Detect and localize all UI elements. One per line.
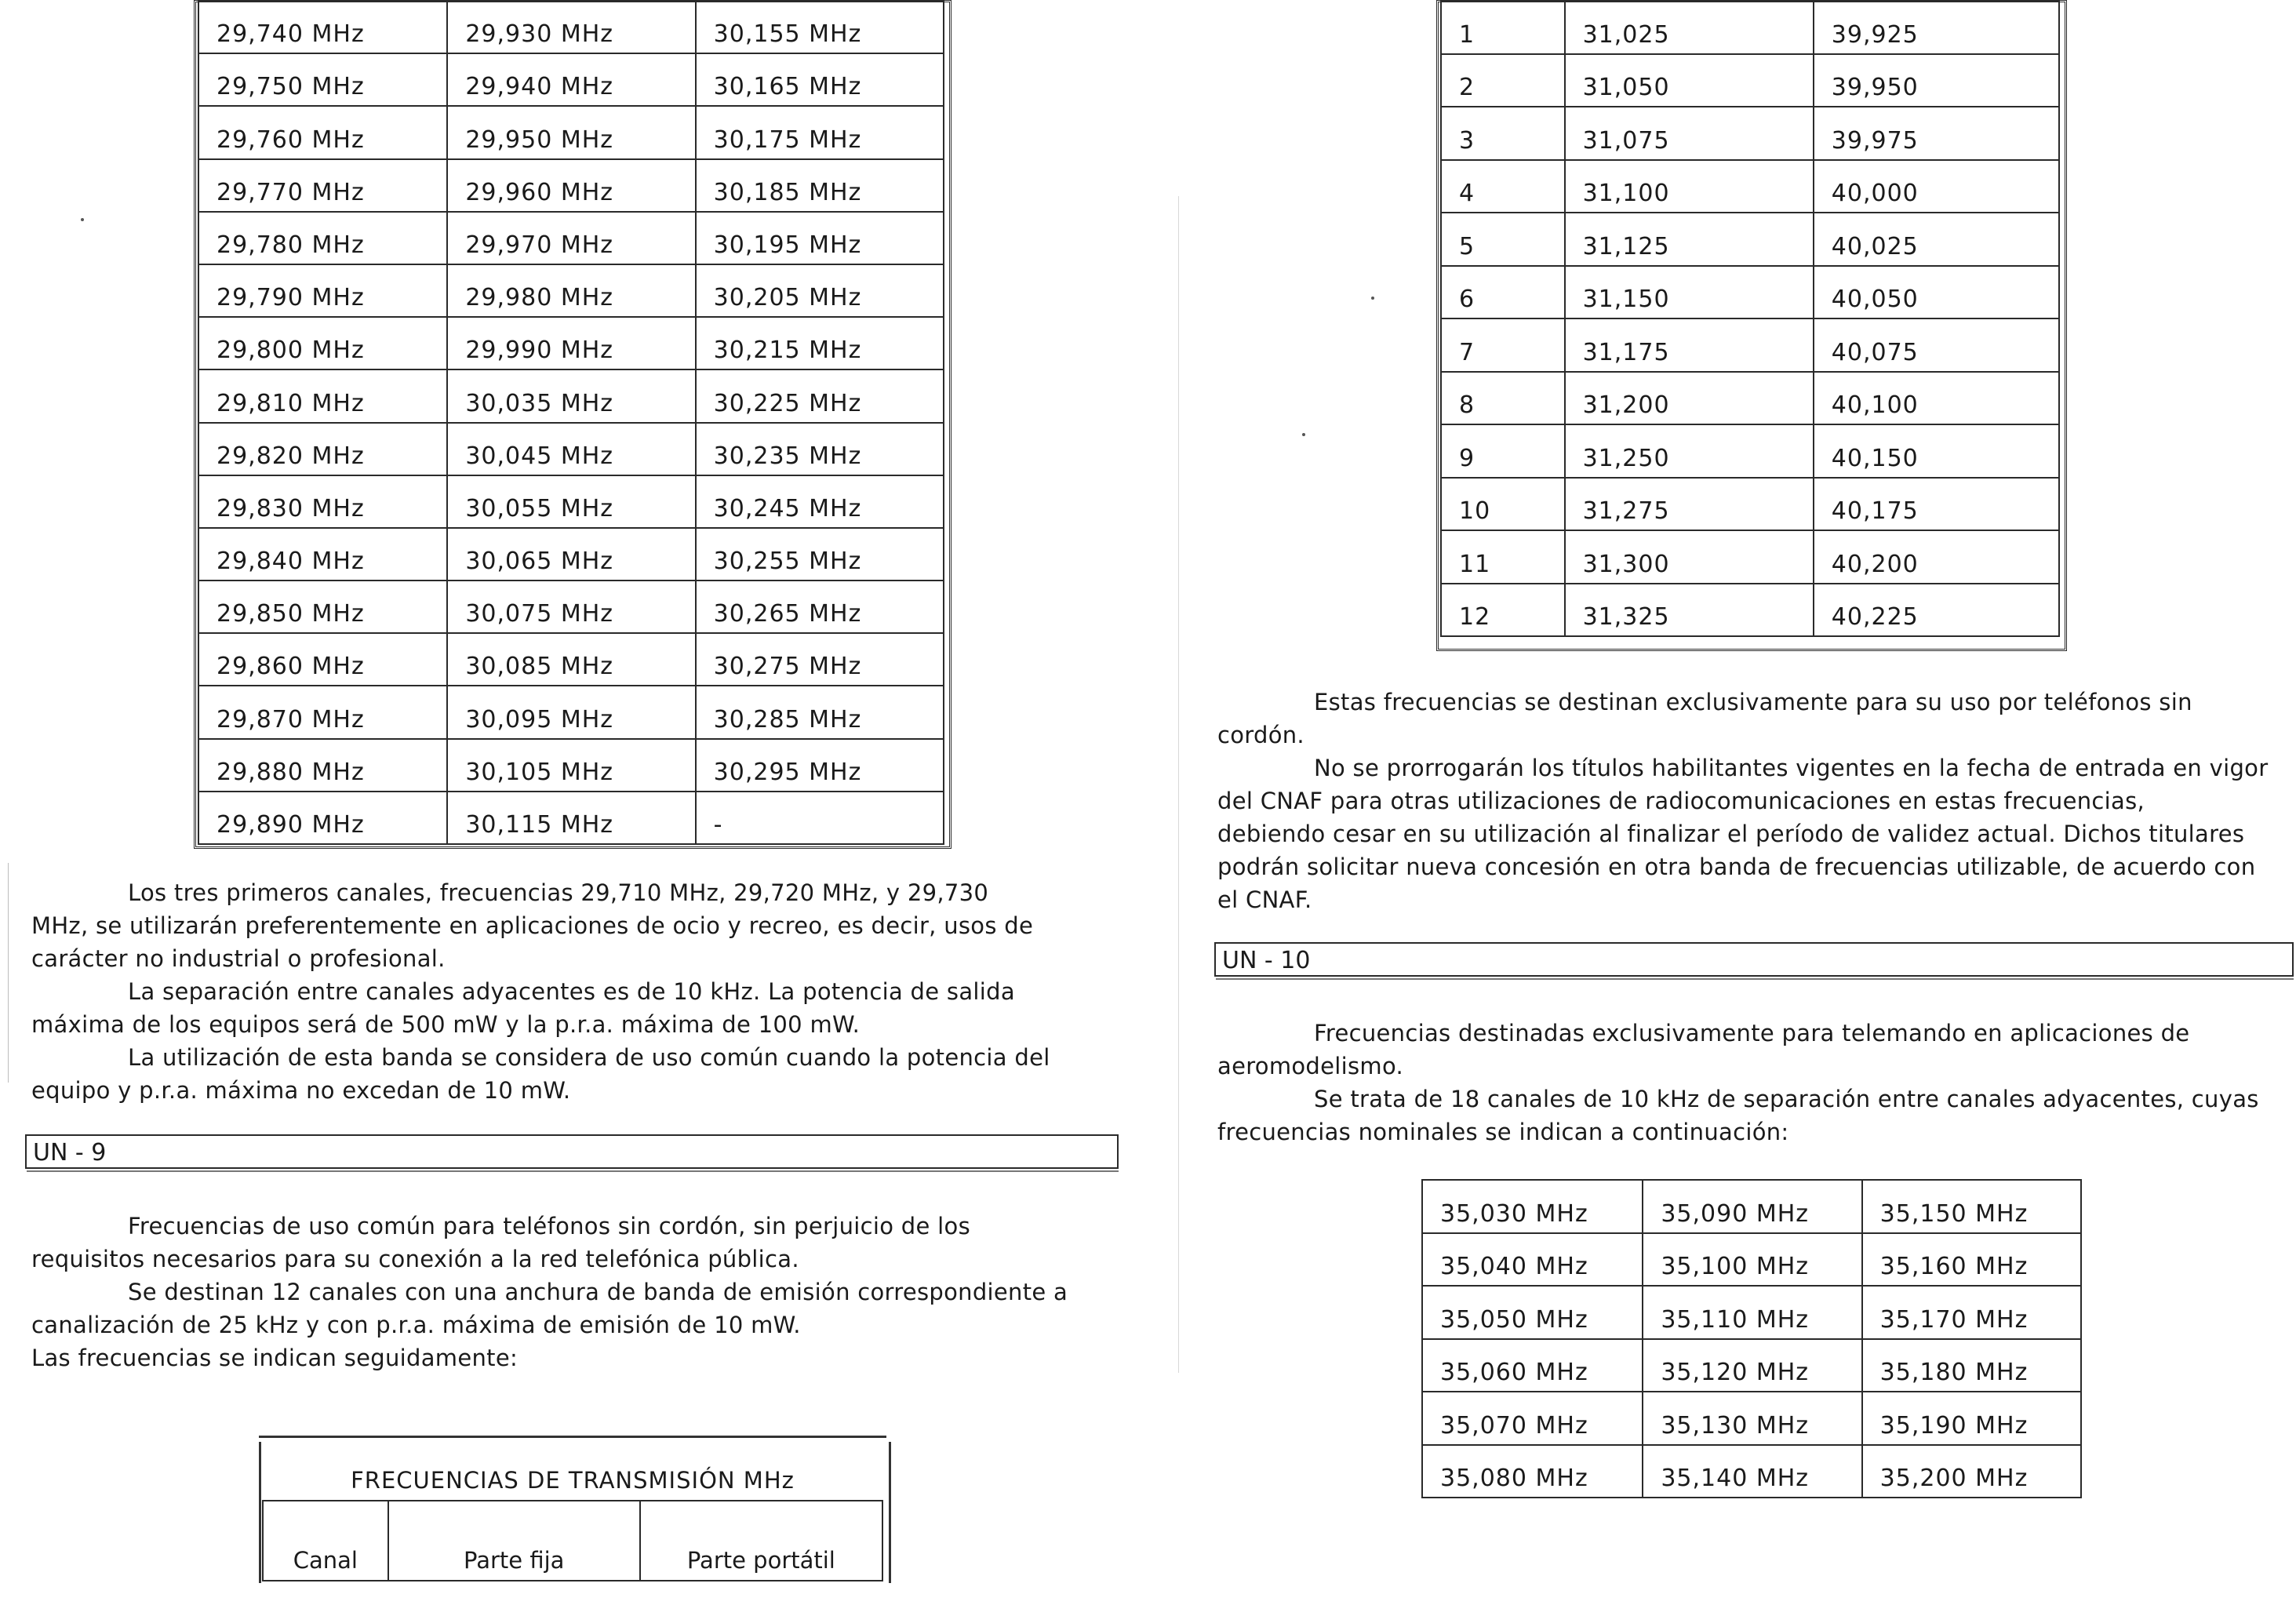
table-cell: 30,285 MHz	[696, 686, 944, 738]
frequency-row	[198, 739, 944, 792]
paragraph-18-channels	[1217, 1083, 2284, 1148]
channel-row	[1441, 478, 2059, 531]
channel-row	[1441, 266, 2059, 319]
section-heading-un-10	[1214, 942, 2294, 977]
table-cell: 11	[1441, 530, 1565, 584]
table-cell: 40,000	[1814, 160, 2059, 213]
table-cell: 29,950 MHz	[447, 106, 695, 158]
table-cell: 2	[1441, 54, 1565, 107]
table-cell: 4	[1441, 160, 1565, 213]
text-line: frecuencias nominales se indican a continuación:	[1217, 1119, 1789, 1145]
table-cell: 30,235 MHz	[696, 423, 944, 475]
table-cell: 29,960 MHz	[447, 159, 695, 212]
paragraph-aeromodelling	[1217, 1017, 2284, 1083]
table-cell: 40,100	[1814, 372, 2059, 425]
text-line: Se trata de 18 canales de 10 kHz de separación entre canales adyacentes, cuyas	[1314, 1086, 2259, 1112]
text-line: máxima de los equipos será de 500 mW y la p.r.a. máxima de 100 mW.	[31, 1011, 861, 1038]
table-cell: 35,070 MHz	[1422, 1392, 1643, 1445]
table-cell: 30,175 MHz	[696, 106, 944, 158]
table-cell: 40,025	[1814, 213, 2059, 266]
channel-row	[1441, 213, 2059, 266]
table-cell: 31,100	[1565, 160, 1814, 213]
frequency-table-29mhz	[198, 0, 944, 845]
table-cell: 6	[1441, 266, 1565, 319]
scan-margin-rule	[1178, 196, 1179, 1373]
paragraph-frequencies-follow	[31, 1341, 1093, 1374]
table-cell: 29,860 MHz	[198, 633, 447, 686]
table-cell: 31,150	[1565, 266, 1814, 319]
section-underline	[27, 1170, 1119, 1172]
table-cell: 29,970 MHz	[447, 212, 695, 264]
table-cell: 9	[1441, 424, 1565, 478]
table-cell: 35,170 MHz	[1862, 1286, 2081, 1339]
column-header-parte-fija: Parte fija	[388, 1501, 640, 1581]
table-cell: 29,980 MHz	[447, 264, 695, 317]
table-cell: 30,195 MHz	[696, 212, 944, 264]
table-cell: 40,150	[1814, 424, 2059, 478]
table-cell: 5	[1441, 213, 1565, 266]
table-cell: 29,760 MHz	[198, 106, 447, 158]
frequency-row	[198, 686, 944, 738]
table-cell: 30,065 MHz	[447, 528, 695, 581]
channel-row	[1441, 372, 2059, 425]
table-cell: 30,035 MHz	[447, 369, 695, 422]
table-cell: 35,130 MHz	[1643, 1392, 1861, 1445]
frequency-row	[198, 528, 944, 581]
text-line: debiendo cesar en su utilización al finalizar el período de validez actual. Dichos titulares	[1217, 821, 2245, 847]
frequency-row	[198, 792, 944, 844]
table-cell: 30,105 MHz	[447, 739, 695, 792]
table-cell: 31,200	[1565, 372, 1814, 425]
table-header-row	[262, 1500, 883, 1581]
table-cell: 29,990 MHz	[447, 317, 695, 369]
table-cell: 30,295 MHz	[696, 739, 944, 792]
table-cell: 31,125	[1565, 213, 1814, 266]
text-line: Las frecuencias se indican seguidamente:	[31, 1345, 519, 1371]
frequency-row	[1422, 1233, 2081, 1287]
text-line: Frecuencias destinadas exclusivamente para telemando en aplicaciones de	[1314, 1020, 2190, 1046]
text-line: equipo y p.r.a. máxima no excedan de 10 mW.	[31, 1077, 571, 1104]
channel-row	[1441, 160, 2059, 213]
table-cell: 30,155 MHz	[696, 1, 944, 53]
table-cell: 30,215 MHz	[696, 317, 944, 369]
table-cell: 30,115 MHz	[447, 792, 695, 844]
table-cell: 29,770 MHz	[198, 159, 447, 212]
channel-row	[1441, 318, 2059, 372]
text-line: requisitos necesarios para su conexión a la red telefónica pública.	[31, 1246, 799, 1272]
table-cell: 31,325	[1565, 584, 1814, 637]
frequency-row	[198, 106, 944, 158]
table-cell: 35,080 MHz	[1422, 1445, 1643, 1498]
table-cell: 29,870 MHz	[198, 686, 447, 738]
table-cell: 31,025	[1565, 1, 1814, 54]
frequency-row	[198, 581, 944, 633]
channel-row	[1441, 1, 2059, 54]
table-cell: 29,780 MHz	[198, 212, 447, 264]
table-cell: 30,075 MHz	[447, 581, 695, 633]
text-line: del CNAF para otras utilizaciones de radiocomunicaciones en estas frecuencias,	[1217, 788, 2145, 814]
table-cell: 29,820 MHz	[198, 423, 447, 475]
text-line: el CNAF.	[1217, 886, 1312, 913]
table-cell: 40,200	[1814, 530, 2059, 584]
table-cell: 30,255 MHz	[696, 528, 944, 581]
table-cell: -	[696, 792, 944, 844]
table-cell: 39,975	[1814, 107, 2059, 160]
right-page	[1145, 0, 2296, 1616]
text-line: No se prorrogarán los títulos habilitantes vigentes en la fecha de entrada en vigor	[1314, 755, 2269, 781]
table-cell: 39,950	[1814, 54, 2059, 107]
text-line: Se destinan 12 canales con una anchura de banda de emisión correspondiente a	[128, 1279, 1068, 1305]
table-cell: 29,850 MHz	[198, 581, 447, 633]
table-cell: 3	[1441, 107, 1565, 160]
frequency-row	[1422, 1286, 2081, 1339]
frequency-row	[1422, 1180, 2081, 1233]
section-underline	[1216, 978, 2294, 980]
table-cell: 31,175	[1565, 318, 1814, 372]
table-cell: 30,185 MHz	[696, 159, 944, 212]
text-line: La separación entre canales adyacentes es de 10 kHz. La potencia de salida	[128, 978, 1015, 1005]
table-title: FRECUENCIAS DE TRANSMISIÓN MHz	[351, 1467, 795, 1494]
table-cell: 30,085 MHz	[447, 633, 695, 686]
channel-row	[1441, 54, 2059, 107]
table-cell: 35,150 MHz	[1862, 1180, 2081, 1233]
table-cell: 8	[1441, 372, 1565, 425]
paragraph-cordless-phones	[31, 1210, 1093, 1276]
scan-speck	[81, 218, 84, 221]
table-cell: 40,175	[1814, 478, 2059, 531]
section-heading-un-9	[25, 1134, 1119, 1169]
channel-row	[1441, 530, 2059, 584]
channel-row	[1441, 424, 2059, 478]
table-cell: 30,205 MHz	[696, 264, 944, 317]
table-cell: 35,050 MHz	[1422, 1286, 1643, 1339]
paragraph-first-channels	[31, 876, 1093, 975]
table-cell: 35,200 MHz	[1862, 1445, 2081, 1498]
scan-margin-rule	[8, 863, 9, 1083]
table-cell: 39,925	[1814, 1, 2059, 54]
frequency-row	[198, 423, 944, 475]
table-cell: 29,830 MHz	[198, 475, 447, 528]
text-line: canalización de 25 kHz y con p.r.a. máxima de emisión de 10 mW.	[31, 1312, 801, 1338]
frequency-row	[1422, 1339, 2081, 1392]
section-label: UN - 10	[1222, 947, 1311, 974]
table-cell: 35,030 MHz	[1422, 1180, 1643, 1233]
text-line: La utilización de esta banda se considera de uso común cuando la potencia del	[128, 1044, 1050, 1071]
table-cell: 29,800 MHz	[198, 317, 447, 369]
channel-row	[1441, 107, 2059, 160]
frequency-row	[198, 53, 944, 106]
table-top-rule	[259, 1436, 886, 1438]
table-cell: 30,225 MHz	[696, 369, 944, 422]
text-line: aeromodelismo.	[1217, 1053, 1404, 1079]
table-cell: 12	[1441, 584, 1565, 637]
table-cell: 29,810 MHz	[198, 369, 447, 422]
table-cell: 35,100 MHz	[1643, 1233, 1861, 1287]
table-cell: 35,060 MHz	[1422, 1339, 1643, 1392]
text-line: Los tres primeros canales, frecuencias 29,710 MHz, 29,720 MHz, y 29,730	[128, 879, 989, 906]
frequency-row	[198, 1, 944, 53]
table-cell: 29,750 MHz	[198, 53, 447, 106]
section-label: UN - 9	[33, 1139, 107, 1167]
table-cell: 35,040 MHz	[1422, 1233, 1643, 1287]
table-cell: 30,275 MHz	[696, 633, 944, 686]
table-cell: 29,930 MHz	[447, 1, 695, 53]
table-cell: 29,940 MHz	[447, 53, 695, 106]
table-cell: 31,275	[1565, 478, 1814, 531]
table-cell: 35,140 MHz	[1643, 1445, 1861, 1498]
table-cell: 29,740 MHz	[198, 1, 447, 53]
paragraph-common-use	[31, 1041, 1093, 1107]
table-cell: 35,180 MHz	[1862, 1339, 2081, 1392]
frequency-row	[198, 633, 944, 686]
table-cell: 30,055 MHz	[447, 475, 695, 528]
table-cell: 30,045 MHz	[447, 423, 695, 475]
table-cell: 29,880 MHz	[198, 739, 447, 792]
table-cell: 40,050	[1814, 266, 2059, 319]
table-cell: 7	[1441, 318, 1565, 372]
frequency-row	[198, 475, 944, 528]
frequency-row	[198, 159, 944, 212]
table-cell: 1	[1441, 1, 1565, 54]
table-cell: 35,120 MHz	[1643, 1339, 1861, 1392]
scan-speck	[1371, 297, 1374, 300]
table-cell: 31,075	[1565, 107, 1814, 160]
table-cell: 30,265 MHz	[696, 581, 944, 633]
text-line: podrán solicitar nueva concesión en otra banda de frecuencias utilizable, de acuerdo con	[1217, 853, 2256, 880]
scan-speck	[1302, 433, 1305, 436]
frequency-row	[198, 317, 944, 369]
frequency-row	[1422, 1445, 2081, 1498]
table-cell: 29,840 MHz	[198, 528, 447, 581]
table-cell: 35,090 MHz	[1643, 1180, 1861, 1233]
left-page	[0, 0, 1145, 1616]
frequency-row	[1422, 1392, 2081, 1445]
table-cell: 30,245 MHz	[696, 475, 944, 528]
table-cell: 31,300	[1565, 530, 1814, 584]
text-line: carácter no industrial o profesional.	[31, 945, 446, 972]
aeromodelling-frequency-table	[1421, 1179, 2082, 1498]
paragraph-exclusive-use	[1217, 686, 2284, 752]
frequency-row	[198, 264, 944, 317]
table-cell: 30,095 MHz	[447, 686, 695, 738]
table-cell: 30,165 MHz	[696, 53, 944, 106]
frequency-row	[198, 369, 944, 422]
paragraph-12-channels	[31, 1276, 1093, 1341]
text-line: Estas frecuencias se destinan exclusivamente para su uso por teléfonos sin	[1314, 689, 2192, 715]
table-cell: 40,075	[1814, 318, 2059, 372]
paragraph-no-extension	[1217, 752, 2284, 916]
frequency-row	[198, 212, 944, 264]
column-header-parte-portatil: Parte portátil	[640, 1501, 882, 1581]
table-cell: 35,190 MHz	[1862, 1392, 2081, 1445]
table-cell: 35,110 MHz	[1643, 1286, 1861, 1339]
table-cell: 31,250	[1565, 424, 1814, 478]
column-header-canal: Canal	[263, 1501, 388, 1581]
table-cell: 31,050	[1565, 54, 1814, 107]
text-line: Frecuencias de uso común para teléfonos sin cordón, sin perjuicio de los	[128, 1213, 970, 1239]
table-cell: 29,790 MHz	[198, 264, 447, 317]
text-line: MHz, se utilizarán preferentemente en aplicaciones de ocio y recreo, es decir, usos de	[31, 912, 1034, 939]
channel-row	[1441, 584, 2059, 637]
table-cell: 29,890 MHz	[198, 792, 447, 844]
table-cell: 10	[1441, 478, 1565, 531]
text-line: cordón.	[1217, 722, 1304, 748]
cordless-phone-channel-table	[1440, 0, 2060, 637]
table-cell: 40,225	[1814, 584, 2059, 637]
paragraph-channel-separation	[31, 975, 1093, 1041]
table-cell: 35,160 MHz	[1862, 1233, 2081, 1287]
